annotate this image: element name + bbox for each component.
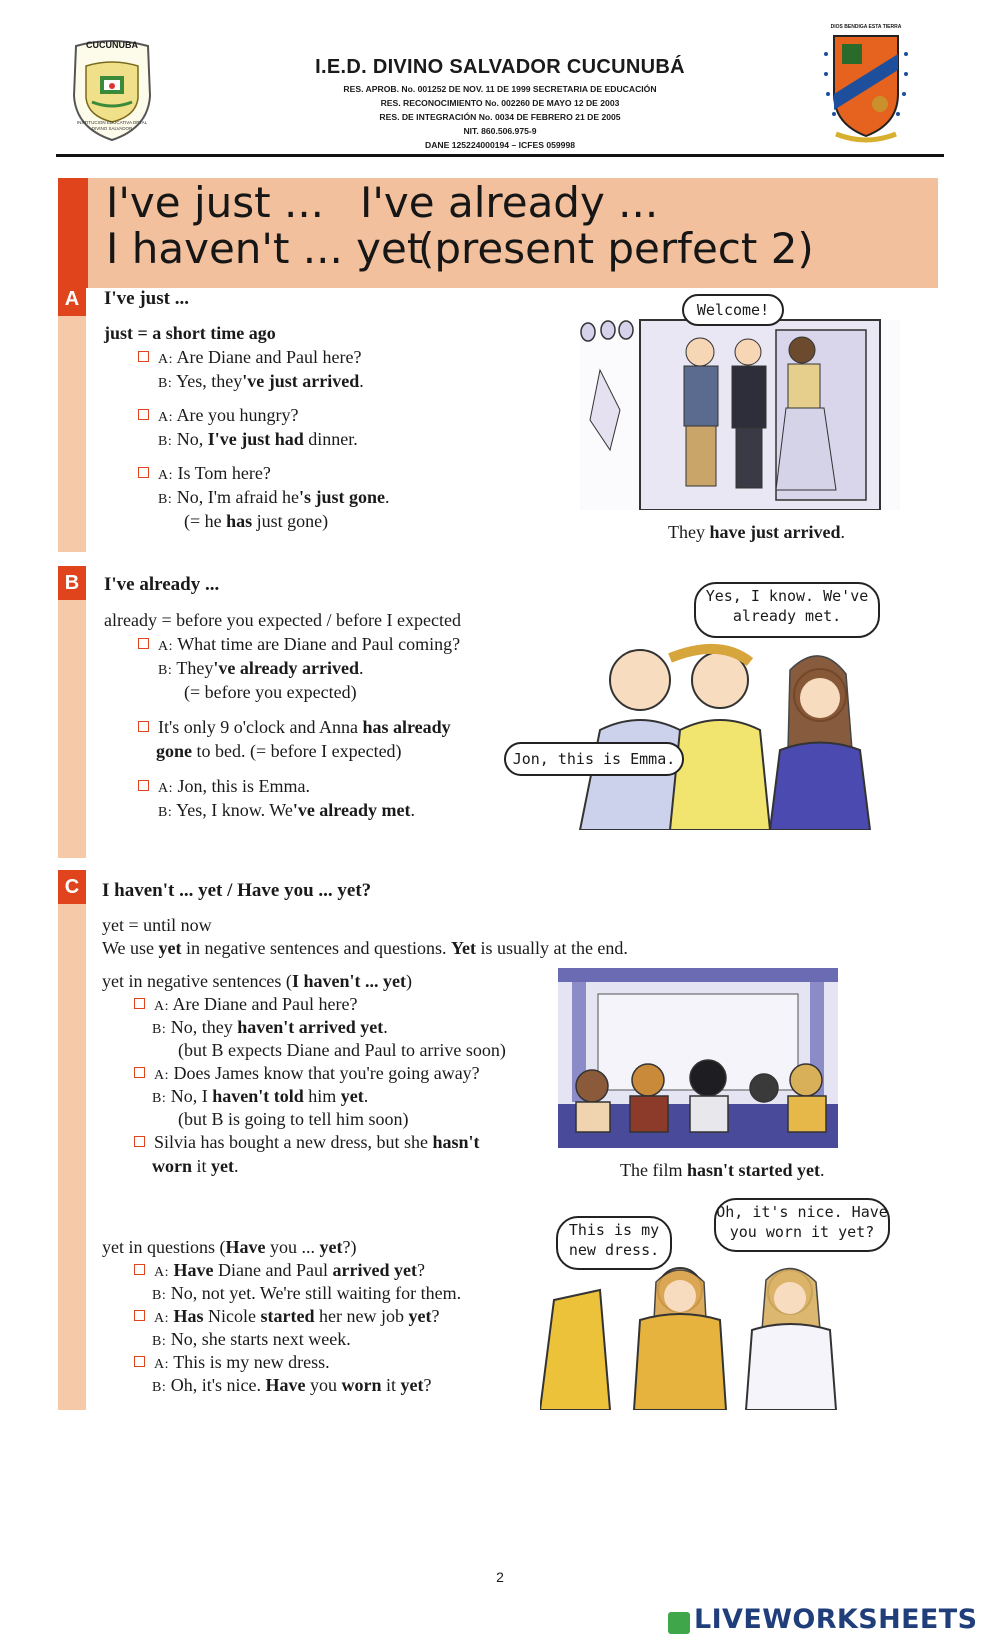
a-ex1-a: A: Are Diane and Paul here?	[138, 346, 361, 371]
res-line-3: RES. DE INTEGRACIÓN No. 0034 DE FEBRERO 21 DE 2005	[379, 112, 621, 122]
b-ex3-a: A: Jon, this is Emma.	[138, 775, 310, 800]
c-q-heading: yet in questions (Have you ... yet?)	[102, 1237, 357, 1257]
section-a-bar	[58, 284, 86, 552]
liveworksheets-logo[interactable]	[668, 1604, 978, 1640]
header-divider	[56, 154, 944, 157]
section-c-heading: I haven't ... yet / Have you ... yet?	[102, 880, 372, 901]
section-b-heading: I've already ...	[104, 574, 220, 595]
c-neg-heading: yet in negative sentences (I haven't ... yet)	[102, 971, 412, 991]
section-c-usage: We use yet in negative sentences and questions. Yet is usually at the end.	[102, 938, 628, 958]
b-ex2-line2: gone to bed. (= before I expected)	[156, 741, 402, 761]
c-neg-ex1-a: A: Are Diane and Paul here?	[134, 993, 357, 1018]
a-ex2-a: A: Are you hungry?	[138, 404, 298, 429]
liveworksheets-icon	[668, 1612, 690, 1634]
illustration-welcome-party	[580, 300, 900, 510]
school-crest-right	[818, 24, 914, 148]
bubble-oh-its-nice: Oh, it's nice. Have you worn it yet?	[714, 1198, 890, 1252]
title-present-perfect: (present perfect 2)	[418, 224, 814, 273]
c-neg-ex2-note: (but B is going to tell him soon)	[178, 1109, 409, 1129]
caption-film-hasnt-started: The film hasn't started yet.	[620, 1160, 825, 1180]
a-ex3-note: (= he has just gone)	[184, 511, 329, 531]
b-ex1-b: B: They've already arrived.	[158, 658, 364, 678]
school-name: I.E.D. DIVINO SALVADOR CUCUNUBÁ	[315, 56, 685, 78]
section-b-badge: B	[58, 566, 86, 600]
res-line-4: NIT. 860.506.975-9	[463, 126, 537, 136]
school-logo-left	[66, 36, 158, 142]
c-q-ex1-a: A: Have Diane and Paul arrived yet?	[134, 1259, 425, 1284]
title-just: I've just ...	[106, 178, 325, 227]
c-neg-ex3-line2: worn it yet.	[152, 1156, 239, 1176]
caption-they-have-just-arrived: They have just arrived.	[668, 522, 845, 542]
section-a-heading: I've just ...	[104, 288, 189, 309]
a-ex3-a: A: Is Tom here?	[138, 462, 271, 487]
title-side-stripe	[58, 178, 88, 288]
section-a-badge: A	[58, 282, 86, 316]
bubble-this-is-my-new-dress: This is my new dress.	[556, 1216, 672, 1270]
b-ex2-line1: It's only 9 o'clock and Anna has already	[138, 716, 451, 738]
illustration-cinema	[558, 968, 838, 1148]
b-ex1-a: A: What time are Diane and Paul coming?	[138, 633, 460, 658]
c-neg-ex2-b: B: No, I haven't told him yet.	[152, 1086, 369, 1106]
liveworksheets-wordmark: LIVEWORKSHEETS	[694, 1604, 978, 1635]
section-a-definition: just = a short time ago	[104, 323, 276, 343]
bubble-welcome: Welcome!	[682, 294, 784, 326]
bubble-jon-this-is-emma: Jon, this is Emma.	[504, 742, 684, 776]
section-c-definition: yet = until now	[102, 915, 212, 935]
bubble-yes-i-know: Yes, I know. We've already met.	[694, 582, 880, 638]
c-q-ex3-b: B: Oh, it's nice. Have you worn it yet?	[152, 1375, 432, 1395]
a-ex2-b: B: No, I've just had dinner.	[158, 429, 358, 449]
section-c-bar	[58, 872, 86, 1410]
logo-left-text: CUCUNUBA	[86, 40, 138, 50]
section-b-definition: already = before you expected / before I expected	[104, 610, 461, 630]
c-neg-ex1-b: B: No, they haven't arrived yet.	[152, 1017, 388, 1037]
b-ex1-note: (= before you expected)	[184, 682, 357, 702]
b-ex3-b: B: Yes, I know. We've already met.	[158, 800, 415, 820]
c-q-ex2-b: B: No, she starts next week.	[152, 1329, 351, 1349]
logo-left-ring-text: INSTITUCION EDUCATIVA DPTAL DIVINO SALVADOR	[76, 120, 148, 131]
illustration-new-dress	[540, 1260, 880, 1410]
section-b-bar	[58, 566, 86, 858]
c-q-ex2-a: A: Has Nicole started her new job yet?	[134, 1305, 439, 1330]
c-neg-ex1-note: (but B expects Diane and Paul to arrive soon)	[178, 1040, 506, 1060]
a-ex1-b: B: Yes, they've just arrived.	[158, 371, 364, 391]
c-q-ex3-a: A: This is my new dress.	[134, 1351, 330, 1376]
res-line-1: RES. APROB. No. 001252 DE NOV. 11 DE 1999 SECRETARIA DE EDUCACIÓN	[343, 84, 657, 94]
res-line-2: RES. RECONOCIMIENTO No. 002260 DE MAYO 12 DE 2003	[380, 98, 620, 108]
res-line-5: DANE 125224000194 – ICFES 059998	[424, 140, 576, 150]
c-neg-ex2-a: A: Does James know that you're going away?	[134, 1062, 480, 1087]
page-number: 2	[496, 1569, 504, 1585]
section-c-badge: C	[58, 870, 86, 904]
crest-motto: DIOS BENDIGA ESTA TIERRA	[830, 24, 902, 30]
title-havent-yet: I haven't ... yet	[106, 224, 424, 273]
c-neg-ex3-line1: Silvia has bought a new dress, but she hasn't	[134, 1131, 480, 1153]
title-already: I've already ...	[360, 178, 659, 227]
c-q-ex1-b: B: No, not yet. We're still waiting for them.	[152, 1283, 462, 1303]
a-ex3-b: B: No, I'm afraid he's just gone.	[158, 487, 390, 507]
